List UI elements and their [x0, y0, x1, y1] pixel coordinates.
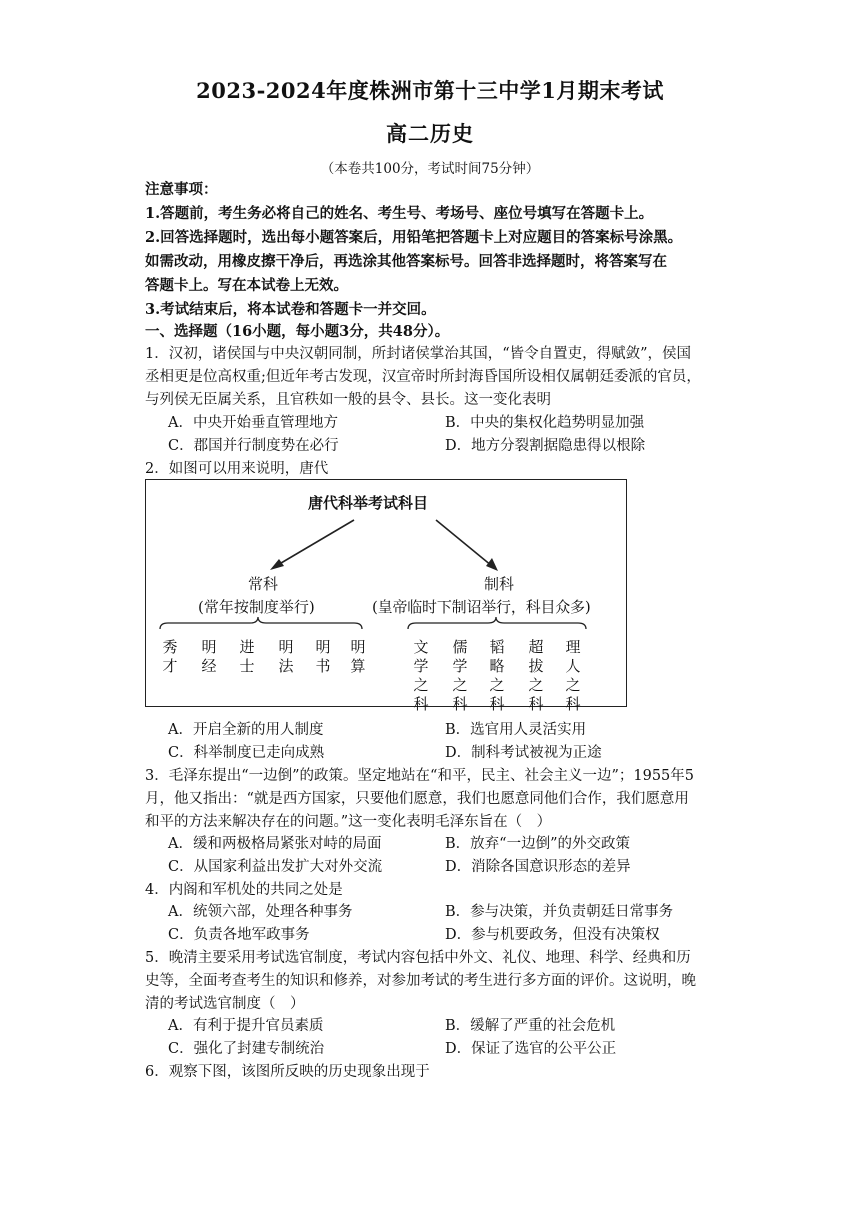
notice-line: 如需改动，用橡皮擦干净后，再选涂其他答案标号。回答非选择题时，将答案写在 [145, 253, 667, 270]
question-2-option-d: D．制科考试被视为正途 [445, 745, 602, 761]
diagram-right-item: 理人之科 [565, 638, 581, 713]
diagram-right-item: 韬略之科 [489, 638, 505, 713]
question-3-option-c: C．从国家利益出发扩大对外交流 [168, 859, 383, 875]
question-3-option-d: D．消除各国意识形态的差异 [445, 859, 631, 875]
question-1-option-b: B．中央的集权化趋势明显加强 [445, 415, 645, 431]
question-5-stem: 史等，全面考查考生的知识和修养，对参加考试的考生进行多方面的评价。这说明，晚 [145, 973, 696, 989]
question-1-option-c: C．郡国并行制度势在必行 [168, 438, 339, 454]
question-3-stem: 3．毛泽东提出“一边倒”的政策。坚定地站在“和平，民主、社会主义一边”；1955年5 [145, 768, 695, 784]
diagram-left-item: 进士 [239, 638, 255, 675]
diagram-right-item: 超拔之科 [528, 638, 544, 713]
question-5-option-a: A．有利于提升官员素质 [168, 1018, 324, 1034]
question-3-stem: 月，他又指出：“就是西方国家，只要他们愿意，我们也愿意同他们合作，我们愿意用 [145, 791, 689, 807]
question-2-stem: 2．如图可以用来说明，唐代 [145, 461, 329, 477]
question-2-option-c: C．科举制度已走向成熟 [168, 745, 325, 761]
question-4-stem: 4．内阁和军机处的共同之处是 [145, 882, 343, 898]
question-1-stem: 1．汉初，诸侯国与中央汉朝同制，所封诸侯掌治其国，“皆令自置吏，得赋敛”，侯国 [145, 346, 692, 362]
notice-line: 3.考试结束后，将本试卷和答题卡一并交回。 [145, 301, 436, 318]
diagram-right-item: 儒学之科 [452, 638, 468, 713]
diagram-left-item: 秀才 [162, 638, 178, 675]
exam-subject: 高二历史 [386, 121, 474, 146]
keju-diagram [145, 479, 627, 713]
exam-title: 2023-2024年度株洲市第十三中学1月期末考试 [196, 78, 664, 103]
question-5-option-d: D．保证了选官的公平公正 [445, 1041, 617, 1057]
question-5-stem: 5．晚清主要采用考试选官制度，考试内容包括中外文、礼仪、地理、科学、经典和历 [145, 950, 691, 966]
question-2-option-b: B．选官用人灵活实用 [445, 722, 587, 738]
notice-line: 1.答题前，考生务必将自己的姓名、考生号、考场号、座位号填写在答题卡上。 [145, 205, 654, 222]
diagram-right-item: 文学之科 [413, 638, 429, 713]
question-2-option-a: A．开启全新的用人制度 [168, 722, 324, 738]
diagram-left-item: 明经 [201, 638, 217, 675]
question-3-option-b: B．放弃“一边倒”的外交政策 [445, 836, 630, 852]
question-4-option-a: A．统领六部，处理各种事务 [168, 904, 353, 920]
question-5-stem: 清的考试选官制度（ ） [145, 996, 305, 1012]
diagram-left-label: 常科 [248, 575, 279, 593]
question-1-stem: 丞相更是位高权重;但近年考古发现，汉宣帝时所封海昏国所设相仅属朝廷委派的官员， [145, 369, 701, 385]
diagram-connectors [146, 480, 628, 708]
question-1-stem: 与列侯无臣属关系，且官秩如一般的县令、县长。这一变化表明 [145, 392, 551, 408]
question-1-option-d: D．地方分裂割据隐患得以根除 [445, 438, 646, 454]
notice-line: 答题卡上。写在本试卷上无效。 [145, 277, 348, 294]
diagram-left-item: 明法 [278, 638, 294, 675]
notice-heading: 注意事项： [145, 181, 218, 198]
notice-line: 2.回答选择题时，选出每小题答案后，用铅笔把答题卡上对应题目的答案标号涂黑。 [145, 229, 683, 246]
diagram-left-item: 明书 [315, 638, 331, 675]
question-4-option-d: D．参与机要政务，但没有决策权 [445, 927, 660, 943]
question-5-option-b: B．缓解了严重的社会危机 [445, 1018, 616, 1034]
question-4-option-c: C．负责各地军政事务 [168, 927, 310, 943]
question-3-option-a: A．缓和两极格局紧张对峙的局面 [168, 836, 382, 852]
diagram-right-label: 制科 [484, 575, 515, 593]
diagram-title: 唐代科举考试科目 [308, 494, 429, 512]
diagram-left-item: 明算 [350, 638, 366, 675]
exam-note: （本卷共100分，考试时间75分钟） [320, 161, 540, 177]
question-5-option-c: C．强化了封建专制统治 [168, 1041, 325, 1057]
question-4-option-b: B．参与决策，并负责朝廷日常事务 [445, 904, 674, 920]
diagram-right-desc: (皇帝临时下制诏举行，科目众多) [372, 598, 591, 616]
diagram-left-desc: (常年按制度举行) [198, 598, 315, 616]
question-1-option-a: A．中央开始垂直管理地方 [168, 415, 338, 431]
question-6-stem: 6．观察下图，该图所反映的历史现象出现于 [145, 1064, 430, 1080]
question-3-stem: 和平的方法来解决存在的问题。”这一变化表明毛泽东旨在（ ） [145, 814, 552, 830]
section-heading: 一、选择题（16小题，每小题3分，共48分）。 [145, 323, 450, 340]
